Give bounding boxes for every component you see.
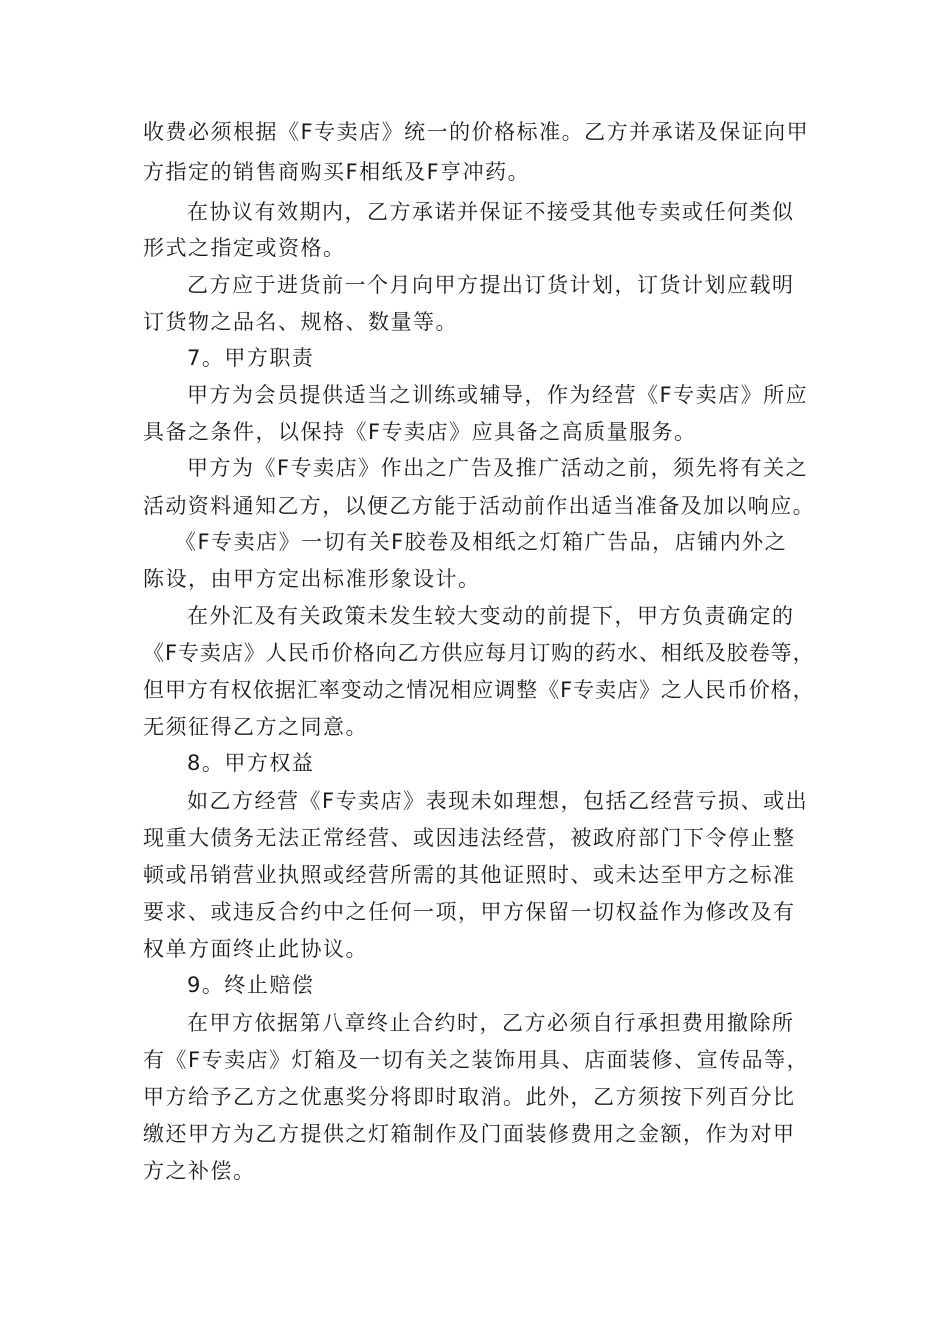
text-line: 在外汇及有关政策未发生较大变动的前提下，甲方负责确定的 bbox=[187, 604, 795, 628]
text-line: 要求、或违反合约中之任何一项，甲方保留一切权益作为修改及有 bbox=[143, 900, 796, 924]
text-line: 权单方面终止此协议。 bbox=[143, 937, 368, 961]
text-line: 《F专卖店》人民币价格向乙方供应每月订购的药水、相纸及胶卷等， bbox=[143, 641, 815, 665]
text-line: 形式之指定或资格。 bbox=[143, 236, 346, 260]
text-line: 乙方应于进货前一个月向甲方提出订货计划，订货计划应载明 bbox=[187, 273, 795, 297]
text-line: 顿或吊销营业执照或经营所需的其他证照时、或未达至甲方之标准 bbox=[143, 863, 796, 887]
text-line: 现重大债务无法正常经营、或因违法经营，被政府部门下令停止整 bbox=[143, 826, 796, 850]
text-line: 《F专卖店》一切有关F胶卷及相纸之灯箱广告品，店铺内外之 bbox=[175, 530, 788, 554]
text-line: 如乙方经营《F专卖店》表现未如理想，包括乙经营亏损、或出 bbox=[187, 789, 809, 813]
text-line: 方之补偿。 bbox=[143, 1159, 256, 1183]
section-heading: 7。甲方职责 bbox=[187, 346, 315, 370]
text-line: 在甲方依据第八章终止合约时，乙方必须自行承担费用撤除所 bbox=[187, 1011, 795, 1035]
text-line: 无须征得乙方之同意。 bbox=[143, 715, 368, 739]
text-line: 在协议有效期内，乙方承诺并保证不接受其他专卖或任何类似 bbox=[187, 200, 795, 224]
text-line: 订货物之品名、规格、数量等。 bbox=[143, 310, 458, 334]
section-heading: 8。甲方权益 bbox=[187, 751, 315, 775]
text-line: 甲方为会员提供适当之训练或辅导，作为经营《F专卖店》所应 bbox=[187, 383, 809, 407]
text-line: 有《F专卖店》灯箱及一切有关之装饰用具、店面装修、宣传品等， bbox=[143, 1048, 810, 1072]
text-line: 甲方为《F专卖店》作出之广告及推广活动之前，须先将有关之 bbox=[187, 456, 809, 480]
section-heading: 9。终止赔偿 bbox=[187, 973, 315, 997]
text-line: 陈设，由甲方定出标准形象设计。 bbox=[143, 567, 481, 591]
text-line: 缴还甲方为乙方提供之灯箱制作及门面装修费用之金额，作为对甲 bbox=[143, 1122, 796, 1146]
text-line: 活动资料通知乙方，以便乙方能于活动前作出适当准备及加以响应。 bbox=[143, 494, 815, 518]
text-line: 具备之条件，以保持《F专卖店》应具备之高质量服务。 bbox=[143, 420, 697, 444]
text-line: 但甲方有权依据汇率变动之情况相应调整《F专卖店》之人民币价格， bbox=[143, 678, 815, 702]
text-line: 收费必须根据《F专卖店》统一的价格标准。乙方并承诺及保证向甲 bbox=[143, 120, 810, 144]
text-line: 甲方给予乙方之优惠奖分将即时取消。此外，乙方须按下列百分比 bbox=[143, 1085, 796, 1109]
text-line: 方指定的销售商购买F相纸及F亨冲药。 bbox=[143, 160, 531, 184]
